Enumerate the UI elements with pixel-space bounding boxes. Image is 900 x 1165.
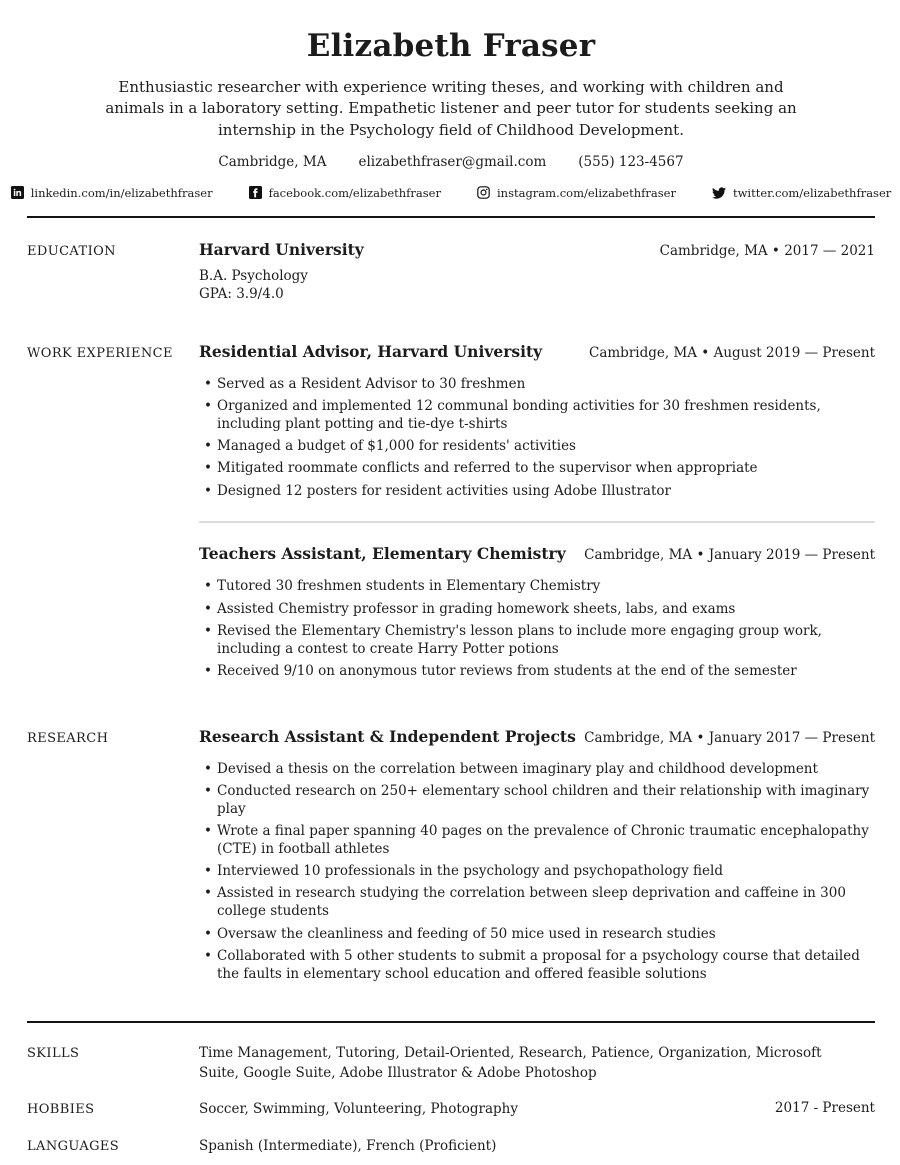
contact-location: Cambridge, MA: [218, 153, 327, 170]
research-title: Research Assistant & Independent Projects: [199, 726, 576, 746]
work-entry: [199, 544, 875, 681]
resume-header: [27, 28, 892, 200]
twitter-icon: [712, 186, 726, 200]
bullet-item: • Managed a budget of $1,000 for residents' activities: [217, 438, 875, 456]
instagram-icon: [477, 186, 490, 199]
section-hobbies: [27, 1100, 875, 1120]
bullet-item: • Interviewed 10 professionals in the psychology and psychopathology field: [217, 863, 875, 881]
social-row: [27, 185, 892, 200]
education-degree: B.A. Psychology: [199, 267, 308, 284]
work-title: Residential Advisor, Harvard University: [199, 341, 543, 361]
skills-label: SKILLS: [27, 1045, 80, 1061]
education-school: Harvard University: [199, 239, 364, 259]
bullet-item: • Wrote a final paper spanning 40 pages on the prevalence of Chronic traumatic encephalopathy (CTE) in football athletes: [217, 823, 875, 859]
education-content: [199, 240, 875, 304]
research-content: [199, 727, 875, 988]
work-entry-divider: [199, 521, 875, 523]
header-divider: [27, 216, 875, 218]
section-work-experience: [27, 342, 875, 686]
contact-email[interactable]: elizabethfraser@gmail.com: [358, 153, 547, 170]
work-bullet-list: [199, 578, 875, 681]
education-label: EDUCATION: [27, 243, 116, 259]
bullet-item: • Devised a thesis on the correlation between imaginary play and childhood development: [217, 761, 875, 779]
bullet-item: • Served as a Resident Advisor to 30 freshmen: [217, 376, 875, 394]
languages-text: Spanish (Intermediate), French (Proficient): [199, 1138, 497, 1155]
education-meta: Cambridge, MA • 2017 — 2021: [659, 242, 875, 259]
bullet-item: • Oversaw the cleanliness and feeding of 50 mice used in research studies: [217, 926, 875, 944]
bullet-item: • Conducted research on 250+ elementary school children and their relationship with imaginary play: [217, 783, 875, 819]
research-meta: Cambridge, MA • January 2017 — Present: [584, 729, 875, 746]
research-entry-head: [199, 727, 875, 746]
linkedin-icon: [11, 186, 24, 199]
work-content: [199, 342, 875, 686]
section-education: [27, 240, 875, 304]
bullet-item: • Revised the Elementary Chemistry's lesson plans to include more engaging group work, including a contest to create Harry Potter potions: [217, 623, 875, 659]
hobbies-meta: 2017 - Present: [774, 1100, 875, 1117]
work-bullet-list: [199, 376, 875, 501]
work-label: WORK EXPERIENCE: [27, 345, 173, 361]
bullet-item: • Assisted in research studying the correlation between sleep deprivation and caffeine in 300 college students: [217, 885, 875, 921]
bullet-item: • Assisted Chemistry professor in grading homework sheets, labs, and exams: [217, 601, 875, 619]
section-skills: [27, 1044, 875, 1083]
facebook-link[interactable]: [249, 186, 441, 200]
contact-phone: (555) 123-4567: [578, 153, 684, 170]
bullet-item: • Tutored 30 freshmen students in Elementary Chemistry: [217, 578, 875, 596]
twitter-link[interactable]: [712, 186, 891, 200]
work-entry-head: [199, 342, 875, 361]
bullet-item: • Received 9/10 on anonymous tutor reviews from students at the end of the semester: [217, 663, 875, 681]
facebook-url: facebook.com/elizabethfraser: [268, 185, 441, 200]
twitter-url: twitter.com/elizabethfraser: [732, 185, 892, 200]
languages-label: LANGUAGES: [27, 1139, 120, 1155]
education-entry-head: [199, 240, 875, 259]
hobbies-label: HOBBIES: [27, 1102, 95, 1118]
section-research: [27, 727, 875, 988]
instagram-link[interactable]: [477, 186, 676, 200]
bullet-item: • Organized and implemented 12 communal bonding activities for 30 freshmen residents, including plant potting and tie-dye t-shirts: [217, 398, 875, 434]
work-meta: Cambridge, MA • August 2019 — Present: [589, 344, 875, 361]
work-title: Teachers Assistant, Elementary Chemistry: [199, 544, 566, 564]
education-details: [199, 267, 875, 304]
hobbies-text: Soccer, Swimming, Volunteering, Photography: [199, 1101, 519, 1118]
work-entry-head: [199, 544, 875, 563]
contact-row: [27, 154, 875, 170]
bullet-item: • Collaborated with 5 other students to submit a proposal for a psychology course that detailed the faults in elementary school education and offered feasible solutions: [217, 948, 875, 984]
work-entry: [199, 342, 875, 501]
linkedin-url: linkedin.com/in/elizabethfraser: [30, 185, 213, 200]
summary-text: Enthusiastic researcher with experience writing theses, and working with children and animals in a laboratory setting. Empathetic listener and peer tutor for students seeking an internship in the Psychology field of Childhood Development.: [105, 78, 797, 139]
bullet-item: • Mitigated roommate conflicts and referred to the supervisor when appropriate: [217, 460, 875, 478]
education-gpa: GPA: 3.9/4.0: [199, 286, 284, 303]
instagram-url: instagram.com/elizabethfraser: [496, 185, 676, 200]
skills-text: Time Management, Tutoring, Detail-Oriented, Research, Patience, Organization, Microsoft Suite, Google Suite, Adobe Illustrator & Adobe Photoshop: [199, 1044, 822, 1081]
person-name: Elizabeth Fraser: [306, 28, 596, 64]
facebook-icon: [249, 186, 262, 199]
bullet-item: • Designed 12 posters for resident activities using Adobe Illustrator: [217, 483, 875, 501]
work-meta: Cambridge, MA • January 2019 — Present: [584, 547, 875, 564]
research-bullet-list: [199, 761, 875, 984]
section-languages: [27, 1137, 875, 1157]
research-label: RESEARCH: [27, 730, 109, 746]
linkedin-link[interactable]: [11, 186, 213, 200]
footer-divider: [27, 1021, 875, 1023]
